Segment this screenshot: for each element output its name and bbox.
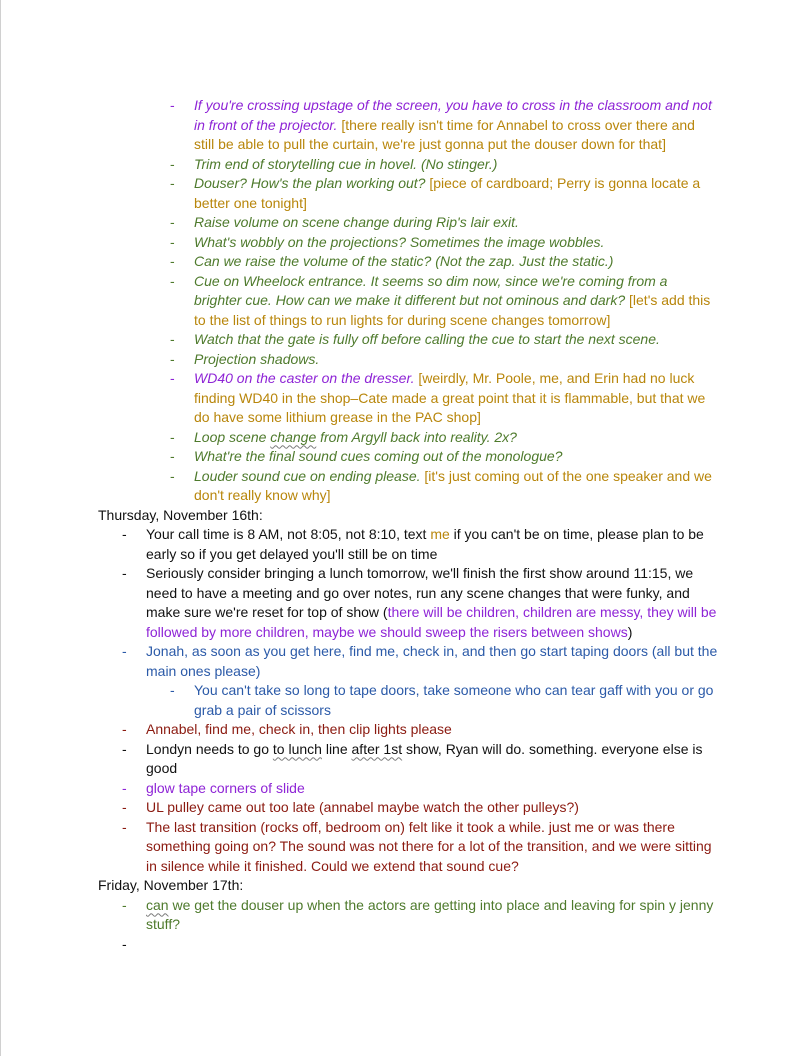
list-item-text bbox=[194, 214, 519, 230]
spellcheck-underlined-text: after 1st bbox=[351, 740, 403, 757]
text-segment: [it's just coming out of the one speaker and we don't really know why] bbox=[194, 467, 712, 503]
list-item-text bbox=[146, 526, 704, 562]
text-segment: if you can't be on time, please plan to be early so if you get delayed you'll still be on time bbox=[146, 526, 704, 562]
bullet-dash: - bbox=[122, 721, 127, 737]
list-item-text bbox=[194, 156, 497, 172]
list-item-text bbox=[146, 565, 716, 640]
list-item bbox=[98, 525, 718, 564]
list-item bbox=[98, 96, 718, 155]
list-item bbox=[98, 272, 718, 331]
bullet-dash: - bbox=[170, 331, 175, 347]
bullet-dash: - bbox=[122, 526, 127, 542]
text-segment: The last transition (rocks off, bedroom on) felt like it took a while. just me or was there something going on? The sound was not there for a lot of the transition, and we were sitting in silence while it finished. Could we extend that sound cue? bbox=[146, 818, 712, 874]
text-segment: Watch that the gate is fully off before calling the cue to start the next scene. bbox=[194, 331, 660, 347]
bullet-dash: - bbox=[170, 97, 175, 113]
list-item bbox=[98, 428, 718, 448]
bullet-dash: - bbox=[170, 272, 175, 289]
text-segment: Can we raise the volume of the static? (Not the zap. Just the static.) bbox=[194, 253, 614, 269]
friday-heading: Friday, November 17th: bbox=[98, 877, 244, 893]
bullet-dash: - bbox=[170, 448, 175, 464]
bullet-dash: - bbox=[122, 935, 127, 952]
list-item bbox=[98, 779, 718, 799]
text-segment: WD40 on the caster on the dresser. bbox=[194, 370, 415, 386]
list-item bbox=[98, 681, 718, 720]
bullet-dash: - bbox=[122, 818, 127, 835]
list-item bbox=[98, 896, 718, 935]
text-segment: Londyn needs to go bbox=[146, 740, 273, 757]
bullet-dash: - bbox=[170, 175, 175, 191]
text-segment: glow tape corners of slide bbox=[146, 779, 305, 796]
list-item bbox=[98, 818, 718, 877]
list-item bbox=[98, 213, 718, 233]
list-item bbox=[98, 798, 718, 818]
bullet-dash: - bbox=[170, 253, 175, 269]
text-segment: ) bbox=[627, 623, 633, 640]
list-item-text bbox=[194, 234, 604, 250]
text-segment: Jonah, as soon as you get here, find me, check in, and then go start taping doors (all but the main ones please) bbox=[146, 643, 718, 679]
text-segment: What's wobbly on the projections? Sometimes the image wobbles. bbox=[194, 233, 605, 250]
list-item-text bbox=[194, 331, 660, 347]
list-item-text bbox=[146, 897, 713, 933]
list-item bbox=[98, 155, 718, 175]
text-segment: [piece of cardboard; Perry is gonna locate a better one tonight] bbox=[194, 175, 701, 211]
thursday-heading: Thursday, November 16th: bbox=[98, 506, 263, 523]
list-item-text bbox=[194, 273, 710, 328]
spellcheck-underlined-text: change bbox=[270, 428, 317, 445]
text-segment: [weirdly, Mr. Poole, me, and Erin had no luck finding WD40 in the shop–Cate made a great point that it is flammable, but that we do have some lithium grease in the PAC shop] bbox=[194, 370, 706, 425]
thursday-list bbox=[98, 525, 718, 876]
list-item-text bbox=[194, 253, 613, 269]
list-item bbox=[98, 720, 718, 740]
list-item-text bbox=[194, 468, 712, 504]
text-segment: You can't take so long to tape doors, take someone who can tear gaff with you or go grab a pair of scissors bbox=[194, 682, 714, 718]
text-segment: we get the douser up when the actors are getting into place and leaving for spin y jenny stuff? bbox=[146, 896, 714, 932]
bullet-dash: - bbox=[170, 428, 175, 445]
page-left-edge bbox=[0, 0, 1, 1056]
bullet-dash: - bbox=[122, 740, 127, 757]
bullet-dash: - bbox=[170, 682, 175, 698]
bullet-dash: - bbox=[170, 214, 175, 230]
text-segment: Louder sound cue on ending please. bbox=[194, 467, 421, 484]
text-segment: What're the final sound cues coming out of the monologue? bbox=[194, 448, 563, 464]
list-item-text bbox=[194, 682, 713, 718]
list-item bbox=[98, 447, 718, 467]
text-segment: [let's add this to the list of things to run lights for during scene changes tomorrow] bbox=[194, 292, 711, 328]
text-segment: show, Ryan will do. something. everyone else is good bbox=[146, 740, 703, 776]
list-item-text bbox=[194, 448, 562, 464]
bullet-dash: - bbox=[170, 233, 175, 250]
text-segment: Raise volume on scene change during Rip's lair exit. bbox=[194, 214, 519, 230]
text-segment: Seriously consider bringing a lunch tomorrow, we'll finish the first show around 11:15, we need to have a meeting and go over notes, run any scene changes that were funky, and make sure we're reset for top of show ( bbox=[146, 565, 694, 620]
list-item-text bbox=[194, 351, 319, 367]
text-segment: from Argyll back into reality. 2x? bbox=[316, 428, 517, 445]
list-item-text bbox=[194, 97, 712, 152]
list-item-text bbox=[146, 741, 702, 777]
list-item bbox=[98, 252, 718, 272]
list-item bbox=[98, 564, 718, 642]
text-segment: Trim end of storytelling cue in hovel. (No stinger.) bbox=[194, 155, 498, 172]
text-segment: Annabel, find me, check in, then clip lights please bbox=[146, 721, 452, 737]
list-item bbox=[98, 740, 718, 779]
list-item-text bbox=[146, 643, 717, 679]
text-segment: Cue on Wheelock entrance. It seems so dim now, since we're coming from a brighter cue. How can we make it different but not ominous and dark? bbox=[194, 272, 668, 308]
list-item-text bbox=[194, 429, 517, 445]
list-item-text bbox=[146, 936, 150, 952]
text-segment: Projection shadows. bbox=[194, 350, 320, 367]
spellcheck-underlined-text: can bbox=[146, 896, 169, 913]
friday-list bbox=[98, 896, 718, 955]
list-item bbox=[98, 174, 718, 213]
list-item-text bbox=[146, 721, 452, 737]
list-item-text bbox=[146, 780, 305, 796]
text-segment: Douser? How's the plan working out? bbox=[194, 175, 426, 191]
list-item-text bbox=[146, 819, 712, 874]
text-segment: Loop scene bbox=[194, 428, 271, 445]
text-segment: there will be children, children are messy, they will be followed by more children, maybe we should sweep the risers between shows bbox=[146, 604, 717, 640]
bullet-dash: - bbox=[122, 779, 127, 796]
list-item bbox=[98, 467, 718, 506]
spellcheck-underlined-text: to lunch bbox=[272, 740, 322, 757]
list-item-text bbox=[194, 370, 705, 425]
list-item bbox=[98, 369, 718, 428]
bullet-dash: - bbox=[122, 643, 127, 659]
bullet-dash: - bbox=[122, 565, 127, 581]
text-segment: line bbox=[321, 740, 352, 757]
document-body[interactable] bbox=[98, 96, 718, 954]
list-item-text bbox=[146, 799, 579, 815]
bullet-dash: - bbox=[170, 350, 175, 367]
bullet-dash: - bbox=[170, 370, 175, 386]
list-item-text bbox=[194, 175, 700, 211]
text-segment: [there really isn't time for Annabel to cross over there and still be able to pull the curtain, we're just gonna put the douser down for that] bbox=[194, 116, 695, 152]
list-item bbox=[98, 935, 718, 955]
list-item bbox=[98, 233, 718, 253]
list-item bbox=[98, 350, 718, 370]
bullet-dash: - bbox=[170, 155, 175, 172]
bullet-dash: - bbox=[122, 896, 127, 913]
bullet-dash: - bbox=[122, 799, 127, 815]
text-segment: If you're crossing upstage of the screen, you have to cross in the classroom and not in front of the projector. bbox=[194, 97, 712, 133]
list-item bbox=[98, 330, 718, 350]
list-item bbox=[98, 642, 718, 681]
notes-list bbox=[98, 96, 718, 506]
text-segment: Your call time is 8 AM, not 8:05, not 8:10, text bbox=[146, 526, 431, 542]
text-segment: UL pulley came out too late (annabel maybe watch the other pulleys?) bbox=[146, 799, 579, 815]
bullet-dash: - bbox=[170, 467, 175, 484]
text-segment: me bbox=[430, 526, 450, 542]
